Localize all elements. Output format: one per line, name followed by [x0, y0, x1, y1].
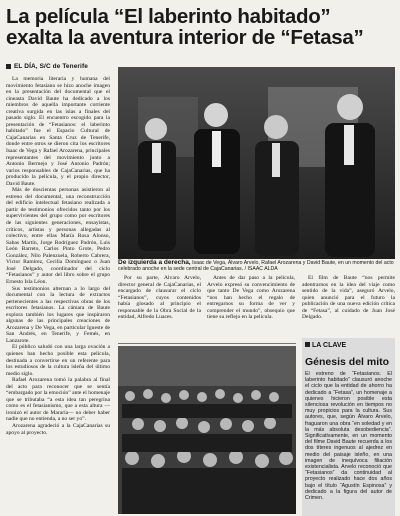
article-column-4	[302, 275, 395, 335]
paragraph: El film de Baute “nos permite adentrarnos en la idea del viaje como sentido de la vida”, aseguró Arvelo, quien anunció para el futuro la publicación de una nueva edición crítica de “Fetasa”, al cuidado de Juan José Delgado.	[302, 275, 395, 321]
caption-lead: De izquierda a derecha,	[118, 259, 191, 266]
caption-text: Isaac de Vega, Álvaro Arvelo, Rafael Arozarena y David Baute, en un momento del acto celebrado anoche en la sede central de CajaCanarias. / ISAAC ALDA	[118, 260, 394, 272]
paragraph: El estreno de “Fetasianos. El laberinto habitado” clausuró anoche el ciclo que la entidad de ahorro ha dedicado a “Fetasa”, un homenaje a quienes hicieron posible esta silenciosa revolución en tiempos no muy propicios para la cultura. Sus autores, que, según Álvaro Arvelo, fraguaron una obra “en soledad y en la más absoluta desobediencia”. Significativamente, en un momento del filme David Baute recuerda a los dos títeres ingenuos al ajedrez en medio del paisaje isleño, en una imagen de inequívoca filiación existencialista. Arvelo reconoció que “Fetasianos” da continuidad al proyecto realizado hace dos años bajo el título “Agustín Espinosa” y dedicado a la figura del autor de Crimen.	[305, 371, 392, 502]
headline	[6, 6, 394, 48]
bullet-square-icon	[6, 64, 11, 69]
byline-text: EL DÍA, S/C de Tenerife	[14, 63, 88, 70]
paragraph: Arozarena agradeció a la CajaCanarias su apoyo al proyecto.	[6, 422, 110, 436]
article-column-2	[118, 275, 201, 341]
paragraph: Rafael Arozarena tomó la palabra al final del acto para reconocer que se sentía “embargado por la emoción” ante el homenaje que se tributaba “a esta idea tan peregrina como es el fetasianismo, que a esta altura —ironizó el autor de Mararía— no deber haber nadie que no entienda, a no ser yo”.	[6, 377, 110, 423]
sidebar-box	[302, 338, 395, 516]
audience-photo-image	[118, 346, 296, 514]
paragraph: Por su parte, Álvaro Arvelo, director general de CajaCanarias, el encargado de clausurar el ciclo “Fetasianos”, cuyos contenidos había glosado al principio el responsable de la Obra Social de la entidad, Alfredo Luaces.	[118, 275, 201, 321]
paragraph: Más de doscientas personas asistieron al estreno del documental, una reconstrucción del edificio intelectual fetasiano realizada a partir de testimonios ofrecidos tanto por los supervivientes del grupo como por escritores de las siguientes generaciones, ensayistas, críticos, artistas y personas allegadas al colectivo, entre ellas María Rosa Alonso, Sabas Martín, Jorge Rodríguez Padrón, Luis León Barreto, Carlos Pinto Grote, Pedro González, Nilo Palenzuela, Roberto Cabrera, Víctor Ramírez, Cecilia Domínguez o Juan José Delgado, coordinador del ciclo “Fetasianos” y autor del libro sobre el grupo Ernesto Isla Léon.	[6, 187, 110, 285]
bullet-square-icon	[305, 342, 310, 347]
sidebar-kicker	[305, 342, 346, 349]
article-column-3	[207, 275, 295, 341]
paragraph: Sus testimonios alternan a lo largo del documental con la lectura de extractos pertenecientes a las respectivas obras de los escritores fetasianos. La cámara de Baute explora también los lugares que inspiraron algunas de las principales creaciones de Arozarena y De Vega, en particular Igueste de San Andrés, en Tenerife, y Femés, en Lanzarote.	[6, 285, 110, 344]
event-photo	[118, 67, 395, 259]
sidebar-body	[305, 371, 392, 514]
paragraph: Antes de dar paso a la película, Arvelo expresó su convencimiento de que tanto De Vega como Arozarena “nos han hecho el regalo de entregarnos su forma de ver y comprender el mundo”, obsequio que tiene su reflejo en la película.	[207, 275, 295, 321]
photo-caption	[118, 260, 395, 272]
audience-photo	[118, 346, 296, 514]
sidebar-title: Génesis del mito	[305, 356, 390, 368]
event-photo-image	[118, 67, 395, 259]
sidebar-kicker-text: LA CLAVE	[312, 342, 347, 349]
headline-line-2: exalta la aventura interior de “Fetasa”	[6, 26, 364, 49]
article-column-1	[6, 76, 110, 512]
paragraph: El público saludó con una larga ovación a quienes han hecho posible esta película, destinada a convertirse en un referente para los estudiosos de la cultura isleña del último medio siglo.	[6, 344, 110, 377]
paragraph: La memoria literaria y humana del movimiento fetasiano se hizo anoche imagen en la presentación del documental que el cineasta David Baute ha dedicado a los miembros de aquella importante corriente creativa surgida en las islas a finales del pasado siglo. El encuentro escogido para la presentación de “Fetasianos: el laberinto habitado” fue el Espacio Cultural de CajaCanarias en Santa Cruz de Tenerife, donde entre otros se dieron cita los escritores Isaac de Vega y Rafael Arozarena, principales representantes del movimiento junto a Antonio Bermejo y José Antonio Padrón; varios responsables de CajaCanarias, que ha producido la película, y el propio director, David Baute.	[6, 76, 110, 187]
headline-line-1: La película “El laberinto habitado”	[6, 5, 331, 28]
divider	[118, 343, 296, 344]
byline	[6, 63, 88, 70]
